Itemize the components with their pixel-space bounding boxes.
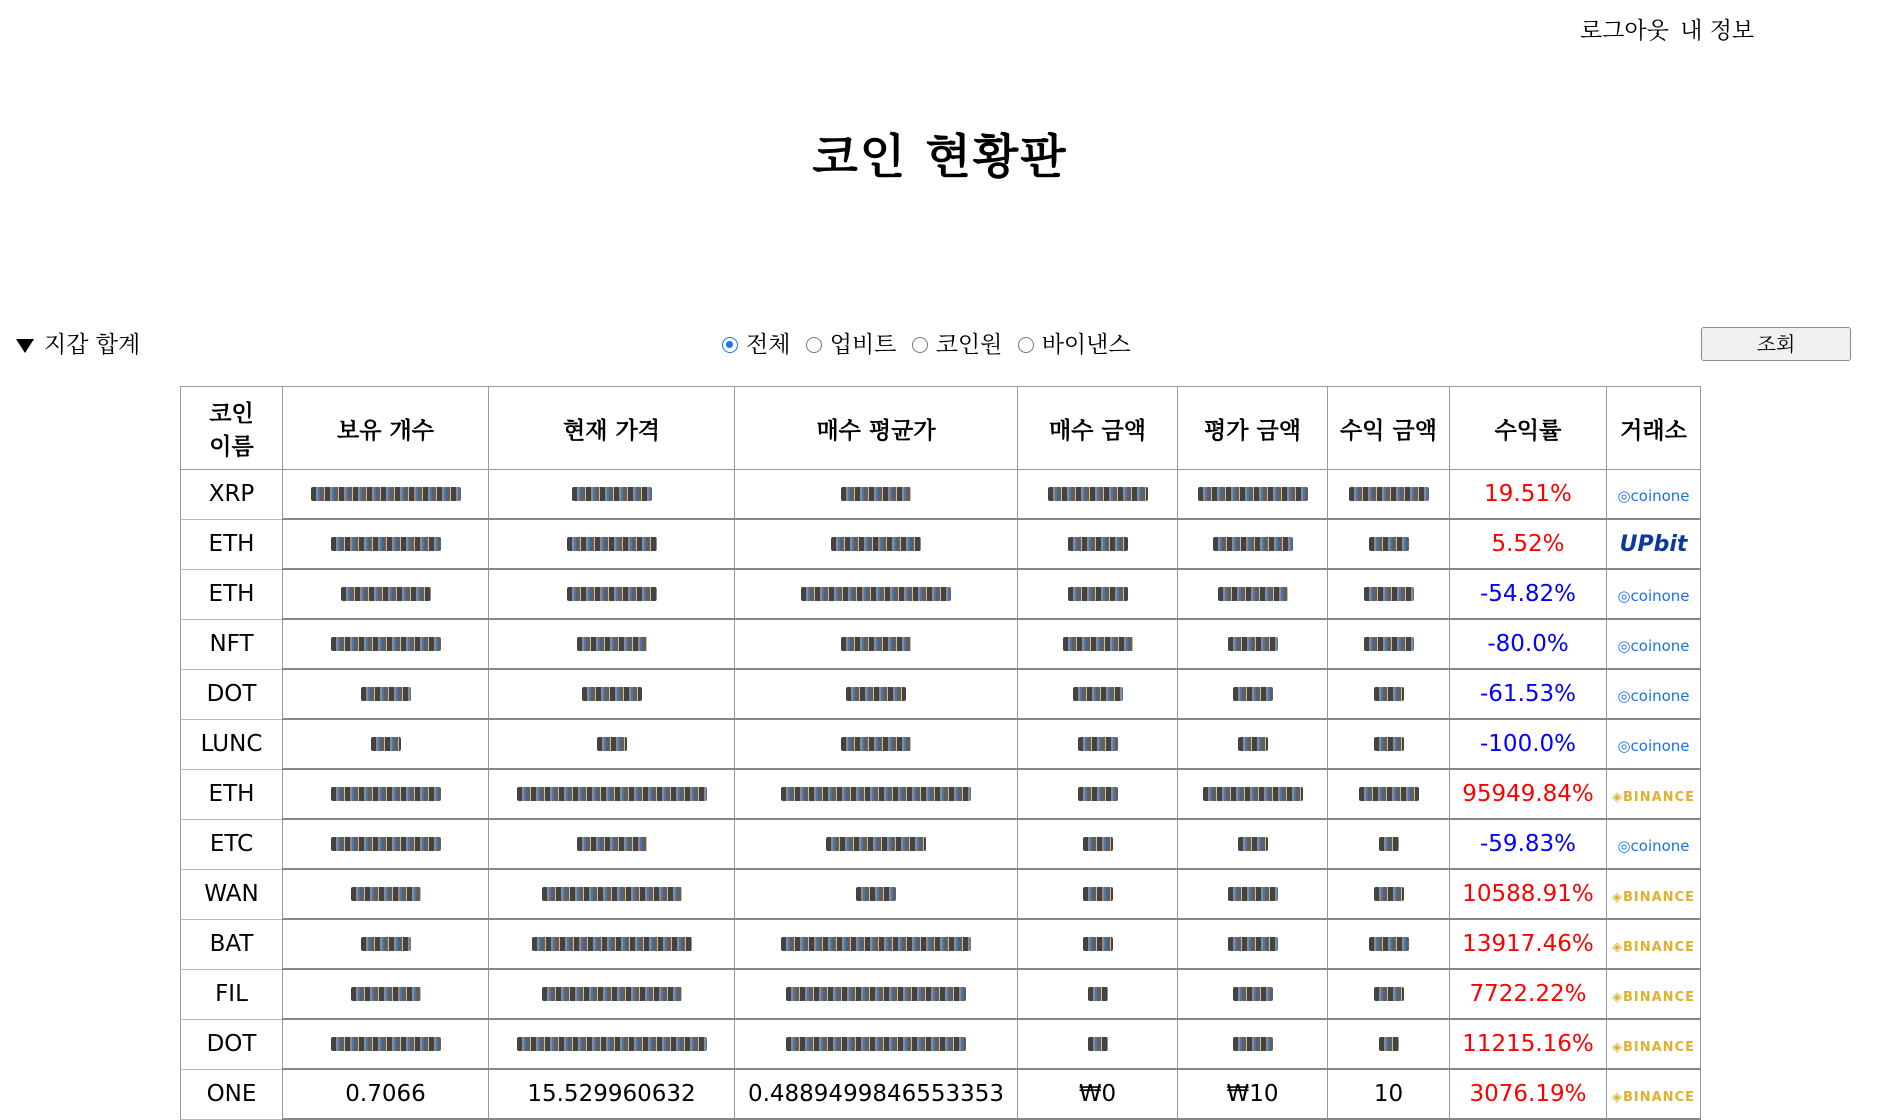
redacted-value	[826, 837, 926, 851]
redacted-value	[542, 987, 682, 1001]
cell-holding	[283, 669, 489, 719]
exchange-cell	[1607, 519, 1701, 569]
return-rate-cell: 11215.16%	[1450, 1019, 1607, 1069]
redacted-value	[567, 587, 657, 601]
cell-holding	[283, 1019, 489, 1069]
cell-eval	[1178, 869, 1328, 919]
coin-name-cell: DOT	[181, 1019, 283, 1069]
return-rate-cell: -61.53%	[1450, 669, 1607, 719]
cell-profit	[1328, 919, 1450, 969]
column-header: 코인 이름	[181, 387, 283, 470]
redacted-value	[1379, 837, 1399, 851]
coin-name-cell: XRP	[181, 470, 283, 520]
table-row[interactable]	[181, 669, 1701, 719]
redacted-value	[1238, 837, 1268, 851]
redacted-value	[572, 487, 652, 501]
redacted-value	[517, 1037, 707, 1051]
cell-holding	[283, 719, 489, 769]
wallet-summary-toggle[interactable]	[16, 326, 140, 359]
cell-holding	[283, 769, 489, 819]
cell-eval	[1178, 669, 1328, 719]
cell-profit	[1328, 769, 1450, 819]
exchange-cell	[1607, 470, 1701, 520]
redacted-value	[1088, 1037, 1108, 1051]
radio-icon[interactable]	[806, 337, 822, 353]
cell-buy	[1018, 919, 1178, 969]
cell-eval	[1178, 470, 1328, 520]
redacted-value	[1198, 487, 1308, 501]
redacted-value	[1083, 937, 1113, 951]
binance-logo-icon: ◈BINANCE	[1612, 940, 1695, 955]
cell-price	[489, 869, 735, 919]
redacted-value	[361, 937, 411, 951]
return-rate-cell: -59.83%	[1450, 819, 1607, 869]
redacted-value	[1374, 987, 1404, 1001]
redacted-value	[1228, 887, 1278, 901]
column-header: 수익률	[1450, 387, 1607, 470]
return-rate-cell: 95949.84%	[1450, 769, 1607, 819]
return-rate-cell: 5.52%	[1450, 519, 1607, 569]
cell-avg: 0.4889499846553353	[735, 1069, 1018, 1119]
redacted-value	[311, 487, 461, 501]
top-nav	[1580, 12, 1758, 45]
coinone-logo-icon: ◎coinone	[1617, 637, 1690, 655]
redacted-value	[1228, 637, 1278, 651]
redacted-value	[1048, 487, 1148, 501]
coin-name-cell: LUNC	[181, 719, 283, 769]
binance-logo-icon: ◈BINANCE	[1612, 1090, 1695, 1105]
return-rate-cell: 7722.22%	[1450, 969, 1607, 1019]
binance-logo-icon: ◈BINANCE	[1612, 1040, 1695, 1055]
table-row[interactable]	[181, 869, 1701, 919]
cell-holding	[283, 819, 489, 869]
table-row[interactable]	[181, 470, 1701, 520]
coin-name-cell: NFT	[181, 619, 283, 669]
cell-avg	[735, 969, 1018, 1019]
cell-eval	[1178, 519, 1328, 569]
cell-eval	[1178, 619, 1328, 669]
cell-eval	[1178, 769, 1328, 819]
cell-price	[489, 919, 735, 969]
cell-profit	[1328, 819, 1450, 869]
redacted-value	[841, 737, 911, 751]
cell-price	[489, 819, 735, 869]
column-header: 매수 평균가	[735, 387, 1018, 470]
redacted-value	[1369, 937, 1409, 951]
redacted-value	[517, 787, 707, 801]
redacted-value	[331, 537, 441, 551]
radio-icon[interactable]	[912, 337, 928, 353]
cell-buy	[1018, 869, 1178, 919]
cell-price	[489, 969, 735, 1019]
return-rate-cell: -80.0%	[1450, 619, 1607, 669]
coinone-logo-icon: ◎coinone	[1617, 487, 1690, 505]
cell-avg	[735, 470, 1018, 520]
redacted-value	[846, 687, 906, 701]
redacted-value	[567, 537, 657, 551]
cell-holding	[283, 569, 489, 619]
cell-holding: 0.7066	[283, 1069, 489, 1119]
binance-logo-icon: ◈BINANCE	[1612, 890, 1695, 905]
cell-avg	[735, 669, 1018, 719]
exchange-cell	[1607, 919, 1701, 969]
cell-buy	[1018, 719, 1178, 769]
cell-holding	[283, 969, 489, 1019]
radio-icon[interactable]	[722, 337, 738, 353]
cell-profit	[1328, 569, 1450, 619]
cell-profit	[1328, 470, 1450, 520]
cell-profit	[1328, 719, 1450, 769]
coin-name-cell: ETH	[181, 769, 283, 819]
redacted-value	[542, 887, 682, 901]
exchange-cell	[1607, 719, 1701, 769]
redacted-value	[341, 587, 431, 601]
cell-price	[489, 769, 735, 819]
redacted-value	[1349, 487, 1429, 501]
exchange-cell	[1607, 819, 1701, 869]
cell-holding	[283, 470, 489, 520]
coinone-logo-icon: ◎coinone	[1617, 737, 1690, 755]
redacted-value	[841, 637, 911, 651]
redacted-value	[351, 987, 421, 1001]
coin-name-cell: DOT	[181, 669, 283, 719]
redacted-value	[1364, 587, 1414, 601]
redacted-value	[1233, 987, 1273, 1001]
coin-name-cell: ONE	[181, 1069, 283, 1119]
table-header-row	[181, 387, 1701, 470]
redacted-value	[1068, 537, 1128, 551]
redacted-value	[1068, 587, 1128, 601]
table-row[interactable]	[181, 769, 1701, 819]
cell-eval	[1178, 569, 1328, 619]
redacted-value	[1203, 787, 1303, 801]
redacted-value	[1083, 837, 1113, 851]
cell-holding	[283, 619, 489, 669]
redacted-value	[577, 837, 647, 851]
coin-name-cell: ETC	[181, 819, 283, 869]
redacted-value	[597, 737, 627, 751]
redacted-value	[1088, 987, 1108, 1001]
redacted-value	[1359, 787, 1419, 801]
redacted-value	[786, 987, 966, 1001]
query-button[interactable]: 조회	[1701, 327, 1851, 361]
cell-profit	[1328, 669, 1450, 719]
redacted-value	[1213, 537, 1293, 551]
triangle-down-icon	[16, 339, 34, 353]
cell-buy	[1018, 969, 1178, 1019]
binance-logo-icon: ◈BINANCE	[1612, 790, 1695, 805]
column-header: 매수 금액	[1018, 387, 1178, 470]
exchange-filter	[722, 326, 1139, 359]
cell-buy	[1018, 669, 1178, 719]
cell-price	[489, 569, 735, 619]
cell-price	[489, 470, 735, 520]
column-header: 평가 금액	[1178, 387, 1328, 470]
column-header: 거래소	[1607, 387, 1701, 470]
radio-icon[interactable]	[1018, 337, 1034, 353]
coinone-logo-icon: ◎coinone	[1617, 587, 1690, 605]
binance-logo-icon: ◈BINANCE	[1612, 990, 1695, 1005]
cell-buy	[1018, 619, 1178, 669]
cell-eval	[1178, 919, 1328, 969]
cell-profit: 10	[1328, 1069, 1450, 1119]
cell-avg	[735, 919, 1018, 969]
cell-profit	[1328, 969, 1450, 1019]
redacted-value	[856, 887, 896, 901]
redacted-value	[582, 687, 642, 701]
redacted-value	[1063, 637, 1133, 651]
column-header: 현재 가격	[489, 387, 735, 470]
cell-avg	[735, 869, 1018, 919]
cell-eval	[1178, 969, 1328, 1019]
cell-eval	[1178, 719, 1328, 769]
redacted-value	[841, 487, 911, 501]
cell-avg	[735, 519, 1018, 569]
redacted-value	[1233, 1037, 1273, 1051]
cell-price	[489, 669, 735, 719]
table-row[interactable]	[181, 1069, 1701, 1119]
filter-upbit[interactable]: 업비트	[806, 332, 897, 358]
return-rate-cell: 19.51%	[1450, 470, 1607, 520]
redacted-value	[331, 1037, 441, 1051]
cell-holding	[283, 869, 489, 919]
exchange-cell	[1607, 869, 1701, 919]
redacted-value	[532, 937, 692, 951]
redacted-value	[331, 637, 441, 651]
exchange-cell	[1607, 1069, 1701, 1119]
redacted-value	[331, 837, 441, 851]
coin-name-cell: FIL	[181, 969, 283, 1019]
redacted-value	[351, 887, 421, 901]
redacted-value	[801, 587, 951, 601]
column-header: 보유 개수	[283, 387, 489, 470]
cell-avg	[735, 819, 1018, 869]
cell-price: 15.529960632	[489, 1069, 735, 1119]
cell-price	[489, 719, 735, 769]
column-header: 수익 금액	[1328, 387, 1450, 470]
page-title: 코인 현황판	[812, 130, 1068, 185]
filter-coinone[interactable]: 코인원	[912, 332, 1003, 358]
cell-profit	[1328, 619, 1450, 669]
return-rate-cell: 13917.46%	[1450, 919, 1607, 969]
redacted-value	[361, 687, 411, 701]
table-row[interactable]	[181, 919, 1701, 969]
table-row[interactable]	[181, 719, 1701, 769]
redacted-value	[831, 537, 921, 551]
redacted-value	[1369, 537, 1409, 551]
redacted-value	[1073, 687, 1123, 701]
cell-profit	[1328, 519, 1450, 569]
cell-eval: ₩10	[1178, 1069, 1328, 1119]
redacted-value	[1364, 637, 1414, 651]
redacted-value	[1218, 587, 1288, 601]
coin-name-cell: WAN	[181, 869, 283, 919]
coin-table-container[interactable]	[180, 386, 1700, 1107]
cell-profit	[1328, 1019, 1450, 1069]
return-rate-cell: 10588.91%	[1450, 869, 1607, 919]
coinone-logo-icon: ◎coinone	[1617, 687, 1690, 705]
return-rate-cell: 3076.19%	[1450, 1069, 1607, 1119]
return-rate-cell: -54.82%	[1450, 569, 1607, 619]
coin-name-cell: BAT	[181, 919, 283, 969]
cell-eval	[1178, 819, 1328, 869]
redacted-value	[1078, 737, 1118, 751]
redacted-value	[781, 937, 971, 951]
redacted-value	[1374, 737, 1404, 751]
redacted-value	[1078, 787, 1118, 801]
cell-buy	[1018, 769, 1178, 819]
coinone-logo-icon: ◎coinone	[1617, 837, 1690, 855]
redacted-value	[1228, 937, 1278, 951]
filter-all[interactable]: 전체	[722, 332, 790, 358]
coin-table	[180, 386, 1701, 1120]
cell-price	[489, 619, 735, 669]
redacted-value	[1379, 1037, 1399, 1051]
exchange-cell	[1607, 619, 1701, 669]
cell-avg	[735, 619, 1018, 669]
wallet-summary-label: 지갑 합계	[44, 332, 141, 358]
logout-link[interactable]: 로그아웃	[1580, 18, 1669, 44]
cell-profit	[1328, 869, 1450, 919]
cell-buy	[1018, 470, 1178, 520]
table-row[interactable]	[181, 819, 1701, 869]
my-info-link[interactable]: 내 정보	[1680, 18, 1755, 44]
exchange-cell	[1607, 769, 1701, 819]
table-row[interactable]	[181, 1019, 1701, 1069]
upbit-logo-icon: UPbit	[1619, 532, 1688, 557]
return-rate-cell: -100.0%	[1450, 719, 1607, 769]
redacted-value	[1233, 687, 1273, 701]
table-row[interactable]	[181, 519, 1701, 569]
redacted-value	[1083, 887, 1113, 901]
redacted-value	[577, 637, 647, 651]
cell-buy	[1018, 819, 1178, 869]
coin-name-cell: ETH	[181, 519, 283, 569]
cell-buy	[1018, 569, 1178, 619]
filter-binance[interactable]: 바이낸스	[1018, 332, 1131, 358]
redacted-value	[786, 1037, 966, 1051]
redacted-value	[331, 787, 441, 801]
redacted-value	[1374, 687, 1404, 701]
cell-holding	[283, 919, 489, 969]
table-row[interactable]	[181, 969, 1701, 1019]
cell-buy	[1018, 1019, 1178, 1069]
cell-eval	[1178, 1019, 1328, 1069]
cell-price	[489, 519, 735, 569]
cell-buy	[1018, 519, 1178, 569]
cell-holding	[283, 519, 489, 569]
cell-avg	[735, 1019, 1018, 1069]
table-row[interactable]	[181, 569, 1701, 619]
exchange-cell	[1607, 969, 1701, 1019]
cell-avg	[735, 569, 1018, 619]
cell-buy: ₩0	[1018, 1069, 1178, 1119]
table-row[interactable]	[181, 619, 1701, 669]
redacted-value	[1374, 887, 1404, 901]
redacted-value	[781, 787, 971, 801]
exchange-cell	[1607, 669, 1701, 719]
redacted-value	[1238, 737, 1268, 751]
cell-avg	[735, 719, 1018, 769]
exchange-cell	[1607, 1019, 1701, 1069]
cell-avg	[735, 769, 1018, 819]
exchange-cell	[1607, 569, 1701, 619]
cell-price	[489, 1019, 735, 1069]
redacted-value	[371, 737, 401, 751]
coin-name-cell: ETH	[181, 569, 283, 619]
